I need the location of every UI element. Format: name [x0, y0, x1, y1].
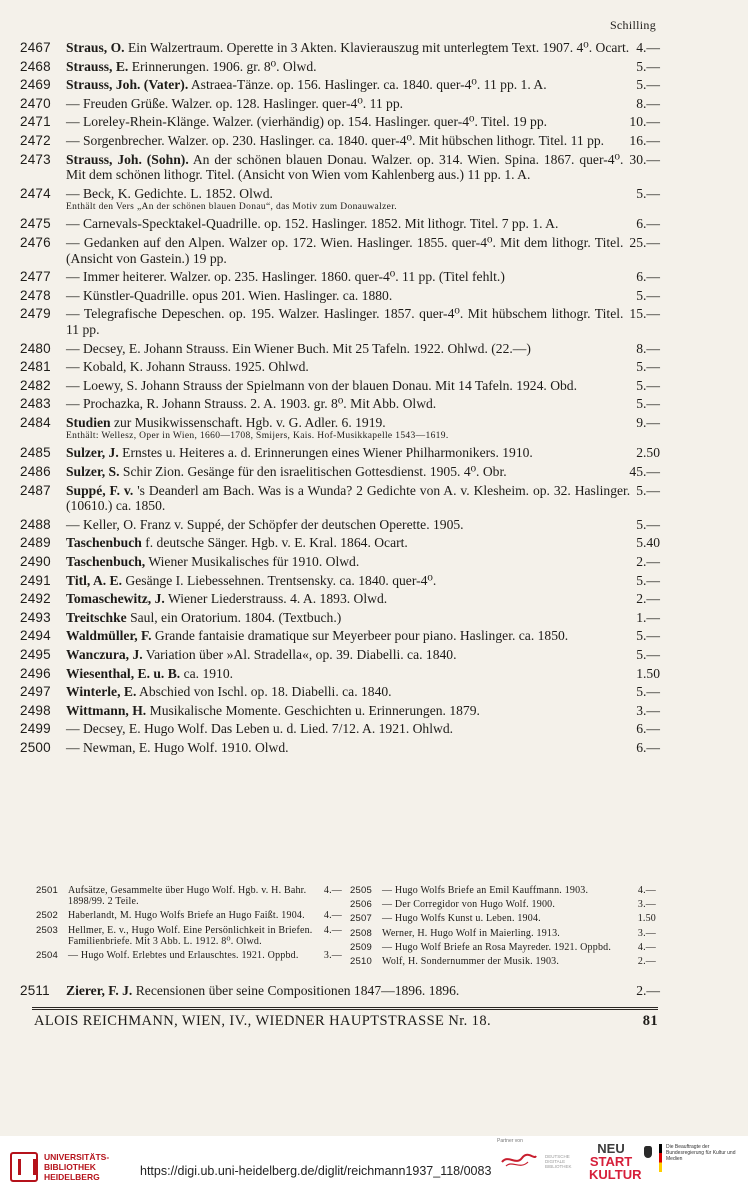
- entry-body: [66, 269, 660, 285]
- entry-body: [66, 415, 660, 443]
- entry-price: 2.—: [636, 591, 660, 607]
- entry-number: 2488: [20, 516, 51, 532]
- entry-text: — Newman, E. Hugo Wolf. 1910. Olwd.: [66, 739, 289, 755]
- entry-number: 2505: [350, 885, 372, 896]
- entry-author: Suppé, F. v.: [66, 482, 134, 498]
- catalog-entry: [20, 445, 660, 461]
- entry-price: 5.—: [636, 516, 660, 532]
- catalog-entries: [20, 40, 660, 759]
- last-entry: [20, 983, 660, 1002]
- catalog-entry: [20, 152, 660, 183]
- entry-number: 2472: [20, 132, 51, 148]
- entry-author: Waldmüller, F.: [66, 628, 152, 644]
- permalink-url[interactable]: https://digi.ub.uni-heidelberg.de/diglit/reichmann1937_118/0083: [140, 1164, 492, 1178]
- catalog-entry: [20, 464, 660, 480]
- entry-text: Variation über »Al. Stradella«, op. 39. Diabelli. ca. 1840.: [142, 647, 457, 662]
- entry-body: [66, 517, 660, 533]
- entry-price: 4.—: [637, 941, 656, 953]
- entry-body: [66, 152, 660, 183]
- catalog-entry: [20, 40, 660, 56]
- entry-body: [66, 703, 660, 719]
- heidelberg-seal-icon: [10, 1152, 38, 1182]
- entry-author: Sulzer, S.: [66, 464, 120, 480]
- entry-body: [382, 899, 656, 910]
- entry-text: — Hugo Wolfs Kunst u. Leben. 1904.: [382, 913, 541, 925]
- catalog-entry: [20, 96, 660, 112]
- entry-price: 15.—: [629, 306, 660, 322]
- entry-price: 4.—: [323, 924, 342, 936]
- entry-price: 2.50: [636, 445, 660, 461]
- catalog-entry: [20, 554, 660, 570]
- entry-body: [66, 628, 660, 644]
- entry-text: Gesänge I. Liebessehnen. Trentsensky. ca. 1840. quer-4⁰.: [122, 572, 437, 588]
- entry-note: Enthält den Vers „An der schönen blauen Donau“, das Motiv zum Donauwalzer.: [66, 202, 397, 213]
- entry-number: 2485: [20, 445, 51, 461]
- entry-price: 6.—: [636, 739, 660, 755]
- entry-text: Wolf, H. Sondernummer der Musik. 1903.: [382, 956, 560, 968]
- entry-number: 2476: [20, 234, 51, 250]
- entry-body: [66, 573, 660, 589]
- entry-body: [66, 359, 660, 375]
- entry-number: 2492: [20, 591, 51, 607]
- catalog-entry: [350, 899, 656, 910]
- entry-price: 5.—: [636, 647, 660, 662]
- entry-number: 2502: [36, 910, 58, 922]
- catalog-entry: [36, 910, 342, 921]
- entry-text: f. deutsche Sänger. Hgb. v. E. Kral. 1864. Ocart.: [141, 535, 408, 551]
- entry-author: Tomaschewitz, J.: [66, 591, 165, 607]
- entry-body: [66, 647, 660, 663]
- entry-text: — Decsey, E. Hugo Wolf. Das Leben u. d. Lied. 7/12. A. 1921. Ohlwd.: [66, 721, 454, 737]
- catalog-entry: [36, 885, 342, 907]
- entry-price: 5.—: [636, 684, 660, 700]
- entry-text: Wiener Liederstrauss. 4. A. 1893. Olwd.: [164, 591, 388, 607]
- entry-text: Erinnerungen. 1906. gr. 8⁰. Olwd.: [128, 58, 317, 74]
- entry-author: Strauss, Joh. (Sohn).: [66, 151, 189, 167]
- entry-text: — Der Corregidor von Hugo Wolf. 1900.: [382, 899, 556, 911]
- entry-number: 2480: [20, 340, 51, 356]
- entry-number: 2511: [20, 983, 50, 998]
- entry-text: Hellmer, E. v., Hugo Wolf. Eine Persönlichkeit in Briefen. Familienbriefe. Mit 3 Abb. L. 1912. 8⁰. Olwd.: [68, 924, 313, 947]
- partner-label: Partner von: [497, 1138, 523, 1144]
- entry-number: 2484: [20, 414, 51, 430]
- entry-body: [66, 483, 660, 514]
- entry-author: Treitschke: [66, 609, 127, 625]
- ministry-label: Die Beauftragte der Bundesregierung für Kultur und Medien: [666, 1144, 736, 1162]
- entry-text: — Hugo Wolf. Erlebtes und Erlauschtes. 1921. Oppbd.: [68, 950, 299, 962]
- entry-author: Straus, O.: [66, 40, 125, 55]
- publisher-address: ALOIS REICHMANN, WIEN, IV., WIEDNER HAUPTSTRASSE Nr. 18.: [34, 1013, 492, 1029]
- entry-price: 5.—: [636, 77, 660, 93]
- entry-text: Saul, ein Oratorium. 1804. (Textbuch.): [126, 609, 342, 625]
- entry-body: [68, 925, 342, 947]
- entry-text: Schir Zion. Gesänge für den israelitischen Gottesdienst. 1905. 4⁰. Obr.: [119, 464, 507, 480]
- entry-text: Grande fantaisie dramatique sur Meyerbeer pour piano. Haslinger. ca. 1850.: [151, 628, 569, 644]
- entry-price: 2.—: [636, 554, 660, 570]
- entry-number: 2470: [20, 95, 51, 111]
- catalog-entry: [20, 628, 660, 644]
- entry-text: ca. 1910.: [180, 665, 234, 681]
- entry-body: [66, 396, 660, 412]
- entry-text: — Kobald, K. Johann Strauss. 1925. Ohlwd.: [66, 359, 309, 375]
- entry-number: 2499: [20, 721, 51, 737]
- neustart-kultur-logo[interactable]: NEU START KULTUR: [589, 1141, 642, 1182]
- entry-text: — Keller, O. Franz v. Suppé, der Schöpfer der deutschen Operette. 1905.: [66, 516, 464, 532]
- entry-price: 5.—: [636, 396, 660, 412]
- digitization-banner: [0, 1136, 748, 1193]
- entry-body: [66, 133, 660, 149]
- entry-number: 2494: [20, 628, 51, 644]
- entry-number: 2509: [350, 941, 372, 953]
- entry-text: — Telegrafische Depeschen. op. 195. Walzer. Haslinger. 1857. quer-4⁰. Mit hübschem lithogr. Titel. 11 pp.: [66, 306, 624, 337]
- entry-note: Enthält: Wellesz, Oper in Wien, 1660—1708, Smijers, Kais. Hof-Musikkapelle 1543—1619.: [66, 431, 449, 442]
- catalog-entry: [20, 573, 660, 589]
- entry-number: 2486: [20, 464, 51, 480]
- entry-price: 1.50: [637, 913, 656, 925]
- entry-body: [66, 186, 660, 214]
- entry-author: Titl, A. E.: [66, 572, 123, 588]
- catalog-entry: [20, 535, 660, 551]
- entry-number: 2497: [20, 684, 51, 700]
- catalog-entry: [350, 913, 656, 924]
- entry-author: Wanczura, J.: [66, 647, 143, 662]
- entry-price: 3.—: [637, 927, 656, 939]
- entry-text: — Loreley-Rhein-Klänge. Walzer. (vierhändig) op. 154. Haslinger. quer-4⁰. Titel. 19 pp.: [66, 114, 548, 130]
- entry-number: 2503: [36, 924, 58, 936]
- federal-eagle-icon: [641, 1144, 655, 1164]
- catalog-entry: [20, 703, 660, 719]
- entry-number: 2493: [20, 609, 51, 625]
- entry-body: [66, 554, 660, 570]
- entry-number: 2507: [350, 913, 372, 925]
- entry-text: Musikalische Momente. Geschichten u. Erinnerungen. 1879.: [146, 702, 480, 718]
- entry-price: 5.—: [636, 482, 660, 498]
- entry-number: 2478: [20, 287, 51, 303]
- catalog-entry: [20, 235, 660, 266]
- entry-text: — Beck, K. Gedichte. L. 1852. Olwd.: [66, 185, 273, 201]
- entry-author: Winterle, E.: [66, 684, 137, 700]
- entry-text: — Immer heiterer. Walzer. op. 235. Haslinger. 1860. quer-4⁰. 11 pp. (Titel fehlt.): [66, 269, 505, 285]
- entry-body: [66, 610, 660, 626]
- entry-body: [66, 216, 660, 232]
- entry-body: [68, 885, 342, 907]
- entry-body: [66, 96, 660, 112]
- entry-body: [382, 942, 656, 953]
- entry-body: [66, 306, 660, 337]
- entry-price: 4.—: [637, 885, 656, 896]
- entry-body: [382, 928, 656, 939]
- entry-text: — Carnevals-Specktakel-Quadrille. op. 152. Haslinger. 1852. Mit lithogr. Titel. 7 pp. 1. A.: [66, 216, 559, 232]
- catalog-entry: [20, 306, 660, 337]
- catalog-entry: [20, 610, 660, 626]
- entry-text: Aufsätze, Gesammelte über Hugo Wolf. Hgb. v. H. Bahr. 1898/99. 2 Teile.: [68, 885, 307, 908]
- catalog-entry: [36, 925, 342, 947]
- entry-text: — Hugo Wolf Briefe an Rosa Mayreder. 1921. Oppbd.: [382, 941, 612, 953]
- entry-price: 9.—: [636, 414, 660, 430]
- entry-text: Werner, H. Hugo Wolf in Maierling. 1913.: [382, 927, 560, 939]
- entry-body: [382, 956, 656, 967]
- entry-price: 5.—: [636, 377, 660, 393]
- entry-text: 's Deanderl am Bach. Was is a Wunda? 2 Gedichte von A. v. Klesheim. op. 32. Haslinger. (10610.) ca. 1850.: [66, 482, 631, 514]
- entry-price: 8.—: [636, 340, 660, 356]
- entry-body: [382, 885, 656, 896]
- catalog-entry: [20, 666, 660, 682]
- entry-price: 4.—: [323, 885, 342, 896]
- catalog-entry: [20, 133, 660, 149]
- entry-text: Ein Walzertraum. Operette in 3 Akten. Klavierauszug mit unterlegtem Text. 1907. 4⁰. Ocart.: [124, 40, 630, 55]
- entry-number: 2479: [20, 306, 51, 322]
- entry-body: [68, 950, 342, 961]
- entry-body: [66, 464, 660, 480]
- entry-number: 2508: [350, 927, 372, 939]
- entry-number: 2506: [350, 899, 372, 911]
- entry-price: 45.—: [629, 464, 660, 480]
- entry-body: [66, 721, 660, 737]
- entry-author: Strauss, Joh. (Vater).: [66, 77, 189, 93]
- entry-text: — Hugo Wolfs Briefe an Emil Kauffmann. 1903.: [382, 885, 589, 896]
- catalog-entry: [20, 647, 660, 663]
- entry-author: Studien: [66, 414, 111, 430]
- page-number: 81: [642, 1013, 658, 1029]
- left-column: [36, 885, 342, 970]
- entry-author: Sulzer, J.: [66, 445, 119, 461]
- entry-price: 6.—: [636, 269, 660, 285]
- entry-price: 8.—: [636, 95, 660, 111]
- catalog-entry: [20, 517, 660, 533]
- entry-body: [382, 913, 656, 924]
- entry-author: Taschenbuch: [66, 535, 142, 551]
- entry-price: 5.40: [636, 535, 660, 551]
- entry-text: Astraea-Tänze. op. 156. Haslinger. ca. 1840. quer-4⁰. 11 pp. 1. A.: [188, 77, 547, 93]
- entry-number: 2487: [20, 482, 51, 498]
- catalog-entry: [20, 288, 660, 304]
- entry-price: 3.—: [636, 702, 660, 718]
- entry-body: [66, 341, 660, 357]
- entry-body: [66, 378, 660, 394]
- entry-number: 2490: [20, 554, 51, 570]
- catalog-entry: [20, 378, 660, 394]
- ddb-label: DEUTSCHE DIGITALE BIBLIOTHEK: [545, 1154, 572, 1169]
- university-library-logo[interactable]: [10, 1152, 124, 1182]
- catalog-entry: [20, 186, 660, 214]
- running-head: Schilling: [609, 18, 656, 32]
- entry-text: — Freuden Grüße. Walzer. op. 128. Haslinger. quer-4⁰. 11 pp.: [66, 95, 404, 111]
- entry-body: [66, 535, 660, 551]
- catalog-entry: [20, 721, 660, 737]
- entry-number: 2496: [20, 665, 51, 681]
- entry-body: [66, 114, 660, 130]
- entry-number: 2482: [20, 377, 51, 393]
- entry-number: 2468: [20, 58, 51, 74]
- entry-number: 2491: [20, 572, 51, 588]
- two-column-entries: [36, 885, 656, 970]
- entry-price: 25.—: [629, 234, 660, 250]
- catalog-entry: [20, 359, 660, 375]
- entry-text: Recensionen über seine Compositionen 1847—1896. 1896.: [132, 983, 460, 998]
- entry-number: 2471: [20, 114, 51, 130]
- catalog-entry: [20, 684, 660, 700]
- entry-price: 2.—: [636, 983, 660, 998]
- entry-body: [66, 591, 660, 607]
- entry-number: 2475: [20, 216, 51, 232]
- entry-text: — Gedanken auf den Alpen. Walzer op. 172. Wien. Haslinger. 1855. quer-4⁰. Mit dem lithogr. Titel. (Ansicht von Gastein.) 19 pp.: [66, 234, 624, 266]
- entry-number: 2501: [36, 885, 58, 896]
- catalog-entry: [20, 341, 660, 357]
- entry-text: — Loewy, S. Johann Strauss der Spielmann von der blauen Donau. Mit 14 Tafeln. 1924. Obd.: [66, 377, 578, 393]
- entry-price: 10.—: [629, 114, 660, 130]
- entry-price: 2.—: [637, 956, 656, 968]
- entry-price: 6.—: [636, 216, 660, 232]
- entry-price: 4.—: [323, 910, 342, 922]
- entry-number: 2500: [20, 739, 51, 755]
- entry-text: Haberlandt, M. Hugo Wolfs Briefe an Hugo Faißt. 1904.: [68, 910, 305, 922]
- catalog-entry: [20, 59, 660, 75]
- entry-number: 2481: [20, 359, 51, 375]
- catalog-entry: [350, 956, 656, 967]
- catalog-entry: [350, 928, 656, 939]
- catalog-entry: [20, 415, 660, 443]
- entry-text: Ernstes u. Heiteres a. d. Erinnerungen eines Wiener Philharmonikers. 1910.: [118, 445, 533, 461]
- entry-text: An der schönen blauen Donau. Walzer. op. 314. Wien. Spina. 1867. quer-4⁰. Mit dem schönen lithogr. Titel. (Ansicht von Wien vom Kahlenberg aus.) 11 pp. 1. A.: [66, 151, 624, 183]
- ddb-logo-icon[interactable]: [498, 1150, 538, 1172]
- entry-price: 3.—: [323, 950, 342, 962]
- catalog-entry: [350, 942, 656, 953]
- entry-body: [66, 684, 660, 700]
- catalog-entry: [20, 396, 660, 412]
- bkm-logo[interactable]: [641, 1144, 736, 1172]
- catalog-entry: [20, 483, 660, 514]
- entry-price: 6.—: [636, 721, 660, 737]
- entry-price: 5.—: [636, 359, 660, 375]
- entry-text: — Künstler-Quadrille. opus 201. Wien. Haslinger. ca. 1880.: [66, 287, 393, 303]
- entry-price: 4.—: [636, 40, 660, 55]
- entry-author: Taschenbuch,: [66, 554, 146, 570]
- catalog-entry: [20, 216, 660, 232]
- catalog-entry: [20, 269, 660, 285]
- entry-price: 30.—: [629, 151, 660, 167]
- entry-author: Zierer, F. J.: [66, 983, 133, 998]
- entry-text: Abschied von Ischl. op. 18. Diabelli. ca. 1840.: [136, 684, 392, 700]
- german-flag-icon: [659, 1144, 662, 1172]
- catalog-entry: [20, 591, 660, 607]
- entry-number: 2474: [20, 185, 51, 201]
- entry-body: [66, 40, 660, 56]
- entry-body: [66, 445, 660, 461]
- page-footer: [34, 1013, 658, 1030]
- entry-text: zur Musikwissenschaft. Hgb. v. G. Adler. 6. 1919.: [110, 414, 386, 430]
- entry-number: 2477: [20, 269, 51, 285]
- entry-number: 2483: [20, 396, 51, 412]
- catalog-entry: [36, 950, 342, 961]
- entry-price: 5.—: [636, 628, 660, 644]
- entry-number: 2504: [36, 950, 58, 962]
- entry-text: — Sorgenbrecher. Walzer. op. 230. Haslinger. ca. 1840. quer-4⁰. Mit hübschen lithogr. Titel. 11 pp.: [66, 132, 605, 148]
- entry-price: 5.—: [636, 185, 660, 201]
- entry-author: Wittmann, H.: [66, 702, 147, 718]
- catalog-entry: [20, 740, 660, 756]
- university-library-name: UNIVERSITÄTS- BIBLIOTHEK HEIDELBERG: [44, 1152, 110, 1182]
- entry-body: [66, 77, 660, 93]
- right-column: [350, 885, 656, 970]
- footer-rule-top: [32, 1007, 658, 1008]
- entry-body: [66, 666, 660, 682]
- entry-number: 2495: [20, 647, 51, 662]
- catalog-entry: [350, 885, 656, 896]
- entry-number: 2498: [20, 702, 51, 718]
- entry-price: 16.—: [629, 132, 660, 148]
- entry-number: 2469: [20, 77, 51, 93]
- entry-body: [66, 288, 660, 304]
- entry-price: 1.—: [636, 609, 660, 625]
- entry-number: 2473: [20, 151, 51, 167]
- entry-text: — Prochazka, R. Johann Strauss. 2. A. 1903. gr. 8⁰. Mit Abb. Olwd.: [66, 396, 437, 412]
- entry-body: [66, 740, 660, 756]
- entry-price: 5.—: [636, 58, 660, 74]
- entry-text: Wiener Musikalisches für 1910. Olwd.: [145, 554, 360, 570]
- catalog-entry: [20, 114, 660, 130]
- entry-body: [66, 59, 660, 75]
- entry-number: 2510: [350, 956, 372, 968]
- entry-text: — Decsey, E. Johann Strauss. Ein Wiener Buch. Mit 25 Tafeln. 1922. Ohlwd. (22.—): [66, 340, 531, 356]
- entry-body: [66, 235, 660, 266]
- entry-body: [68, 910, 342, 921]
- catalog-entry: [20, 77, 660, 93]
- entry-number: 2467: [20, 40, 51, 55]
- entry-price: 5.—: [636, 287, 660, 303]
- entry-price: 1.50: [636, 665, 660, 681]
- entry-price: 3.—: [637, 899, 656, 911]
- entry-author: Wiesenthal, E. u. B.: [66, 665, 181, 681]
- entry-number: 2489: [20, 535, 51, 551]
- footer-rule-bottom: [32, 1009, 658, 1010]
- entry-author: Strauss, E.: [66, 58, 129, 74]
- entry-price: 5.—: [636, 572, 660, 588]
